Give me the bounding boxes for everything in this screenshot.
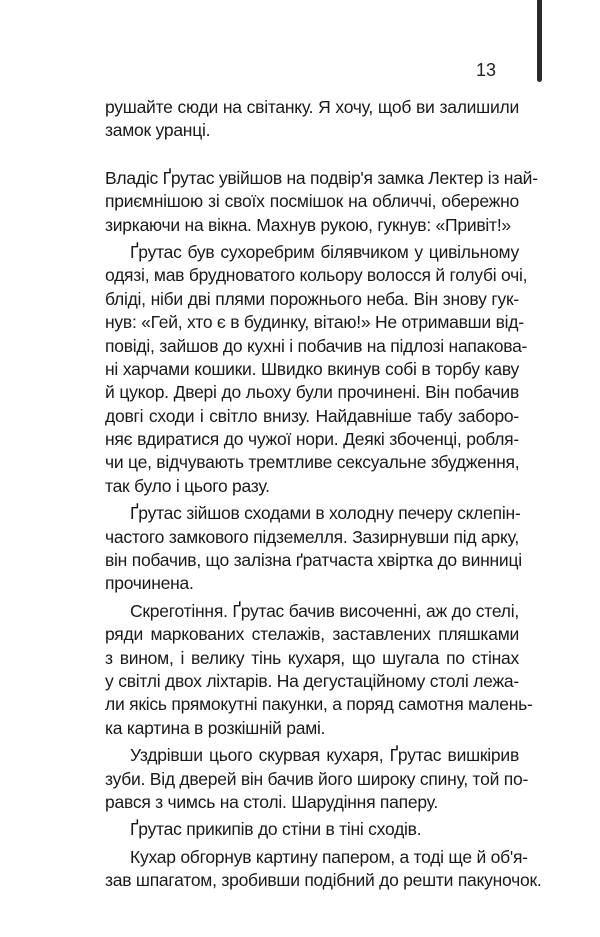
text-line: з вином, і велику тінь кухаря, що шугала по стінах <box>105 647 519 668</box>
paragraph <box>105 241 528 498</box>
text-line: приємнішою зі своїх посмішок на обличчі, обережно <box>105 191 519 212</box>
paragraph <box>105 846 542 893</box>
text-line: у світлі двох ліхтарів. На дегустаційному столі лежа- <box>105 670 519 691</box>
text-line: Ґрутас прикипів до стіни в тіні сходів. <box>130 819 422 840</box>
text-line: частого замкового підземелля. Зазирнувши під арку, <box>105 526 519 547</box>
text-line: рався з чимсь на столі. Шарудіння паперу. <box>105 791 438 812</box>
text-line: довгі сходи і світло внизу. Найдавніше табу заборо- <box>105 405 519 426</box>
text-line: ли якісь прямокутні пакунки, а поряд самотня малень- <box>105 694 533 715</box>
text-line: Ґрутас був сухоребрим білявчиком у цивільному <box>130 241 519 262</box>
text-line: Скреготіння. Ґрутас бачив височенні, аж до стелі, <box>130 600 519 621</box>
text-line: ряди маркованих стелажів, заставлених пляшками <box>105 624 519 645</box>
text-line: й цукор. Двері до льоху були прочинені. Він побачив <box>105 382 519 403</box>
text-line: одязі, мав брудноватого кольору волосся й голубі очі, <box>105 265 528 286</box>
text-line: няє вдиратися до чужої нори. Деякі збоченці, робля- <box>105 429 519 450</box>
body-text <box>105 96 542 893</box>
text-line: Кухар обгорнув картину папером, а тоді ще й об'я- <box>130 846 528 867</box>
text-line: зиркаючи на вікна. Махнув рукою, гукнув: «Привіт!» <box>105 214 511 235</box>
page-edge-mark <box>537 0 542 82</box>
text-line: повіді, зайшов до кухні і побачив на підлозі напакова- <box>105 335 528 356</box>
text-line: бліді, ніби дві плями порожнього неба. Він знову гук- <box>105 288 519 309</box>
page-number: 13 <box>476 60 497 80</box>
text-line: Владіс Ґрутас увійшов на подвір'я замка Лектер із най- <box>105 167 538 188</box>
text-line: ні харчами кошики. Швидко вкинув собі в торбу каву <box>105 358 519 379</box>
text-line: зав шпагатом, зробивши подібний до решти пакуночок. <box>105 870 542 891</box>
text-line: нув: «Гей, хто є в будинку, вітаю!» Не отримавши від- <box>105 312 524 333</box>
text-line: рушайте сюди на світанку. Я хочу, щоб ви залишили <box>105 97 519 117</box>
text-line: замок уранці. <box>105 120 211 141</box>
text-line: прочинена. <box>105 573 194 594</box>
text-line: Уздрівши цього скурвая кухаря, Ґрутас вишкірив <box>130 745 519 766</box>
paragraph <box>105 96 519 143</box>
text-line: Ґрутас зійшов сходами в холодну печеру склепін- <box>130 503 521 524</box>
paragraph <box>105 502 522 596</box>
text-line: зуби. Від дверей він бачив його широку спину, той по- <box>105 768 529 789</box>
text-line: він побачив, що залізна ґратчаста хвіртка до винниці <box>105 550 522 571</box>
text-line: ка картина в розкішній рамі. <box>105 717 326 738</box>
text-line: так було і цього разу. <box>105 475 270 496</box>
paragraph <box>105 744 529 814</box>
paragraph <box>105 818 519 841</box>
section-gap <box>105 143 519 167</box>
paragraph <box>105 167 538 237</box>
paragraph <box>105 600 533 740</box>
text-line: чи це, відчувають тремтливе сексуальне збудження, <box>105 452 520 473</box>
